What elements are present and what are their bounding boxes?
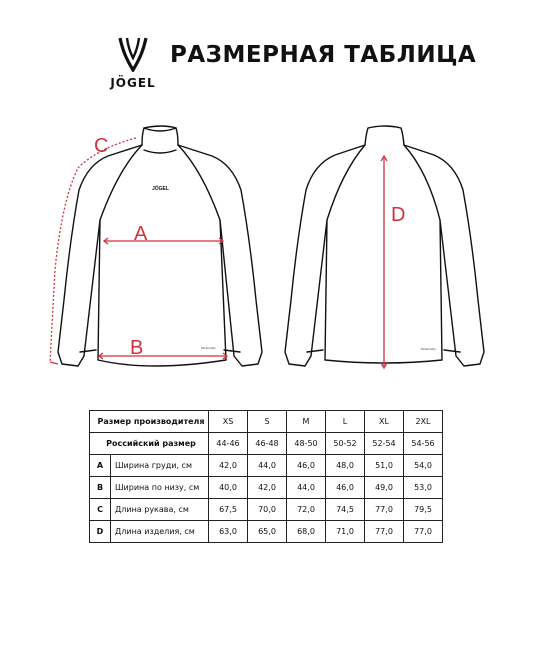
label-c: C [94, 135, 109, 157]
header [0, 0, 541, 110]
back-collar [365, 126, 404, 145]
table-cell: 48-50 [287, 433, 326, 455]
front-collar-fold [144, 128, 176, 131]
size-header: XS [209, 411, 248, 433]
table-cell: 46-48 [248, 433, 287, 455]
table-cell: 52-54 [365, 433, 404, 455]
table-cell: 48,0 [326, 455, 365, 477]
table-cell: 40,0 [209, 477, 248, 499]
size-header: L [326, 411, 365, 433]
table-row-russian [90, 433, 443, 455]
row-label: Длина рукава, см [111, 499, 209, 521]
table-cell: 46,0 [326, 477, 365, 499]
size-header: XL [365, 411, 404, 433]
table-cell: 42,0 [248, 477, 287, 499]
row-letter: D [90, 521, 111, 543]
row-letter: A [90, 455, 111, 477]
table-cell: 67,5 [209, 499, 248, 521]
size-table [89, 410, 443, 543]
label-a: A [134, 223, 148, 245]
russian-size-label: Российский размер [90, 433, 209, 455]
table-row-d [90, 521, 443, 543]
front-body-outline [58, 145, 262, 366]
row-label: Ширина по низу, см [111, 477, 209, 499]
logo-text: JÖGEL [110, 76, 156, 90]
table-cell: 77,0 [365, 521, 404, 543]
table-cell: 72,0 [287, 499, 326, 521]
table-cell: 77,0 [404, 521, 443, 543]
table-row-b [90, 477, 443, 499]
size-header: M [287, 411, 326, 433]
table-cell: 70,0 [248, 499, 287, 521]
hem-tag-text: Performdry [201, 346, 216, 350]
table-cell: 44-46 [209, 433, 248, 455]
table-cell: 63,0 [209, 521, 248, 543]
jogel-logo-icon [115, 36, 151, 72]
manufacturer-size-label: Размер производителя [90, 411, 209, 433]
table-cell: 54,0 [404, 455, 443, 477]
back-raglan-right [404, 145, 440, 220]
table-cell: 54-56 [404, 433, 443, 455]
row-letter: C [90, 499, 111, 521]
garment-diagram [0, 120, 541, 390]
table-cell: 51,0 [365, 455, 404, 477]
row-label: Длина изделия, см [111, 521, 209, 543]
garment-drawing [0, 120, 541, 390]
table-cell: 46,0 [287, 455, 326, 477]
table-cell: 53,0 [404, 477, 443, 499]
size-header: 2XL [404, 411, 443, 433]
measure-line-c [50, 138, 136, 362]
back-hem-tag-text: Performdry [421, 347, 436, 351]
table-cell: 44,0 [248, 455, 287, 477]
table-cell: 42,0 [209, 455, 248, 477]
table-cell: 44,0 [287, 477, 326, 499]
label-b: B [130, 337, 144, 359]
page-title: РАЗМЕРНАЯ ТАБЛИЦА [170, 42, 477, 68]
table-row-c [90, 499, 443, 521]
row-letter: B [90, 477, 111, 499]
label-d: D [391, 204, 406, 226]
table-cell: 65,0 [248, 521, 287, 543]
table-cell: 79,5 [404, 499, 443, 521]
table-cell: 74,5 [326, 499, 365, 521]
size-header: S [248, 411, 287, 433]
table-cell: 71,0 [326, 521, 365, 543]
table-row-a [90, 455, 443, 477]
table-cell: 50-52 [326, 433, 365, 455]
row-label: Ширина груди, см [111, 455, 209, 477]
brand-logo [105, 36, 161, 96]
table-cell: 49,0 [365, 477, 404, 499]
chest-logo-text: JÖGEL [152, 186, 169, 192]
table-header-row [90, 411, 443, 433]
table-cell: 68,0 [287, 521, 326, 543]
table-cell: 77,0 [365, 499, 404, 521]
